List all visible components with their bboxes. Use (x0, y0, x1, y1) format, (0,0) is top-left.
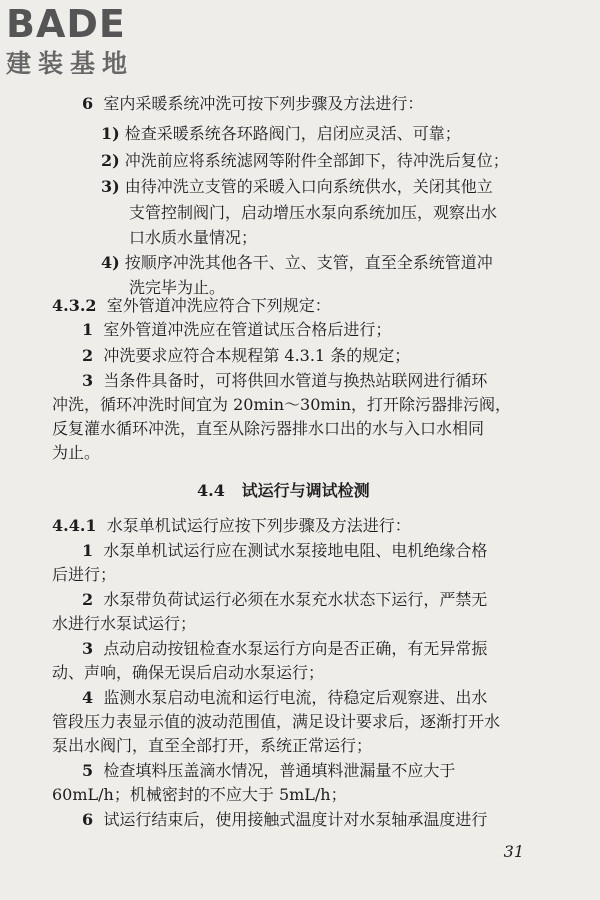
text-line (52, 395, 511, 415)
text-line (52, 736, 372, 756)
line-text: 冲洗，循环冲洗时间宜为 20min～30min，打开除污器排污阀， (52, 395, 511, 414)
text-line (101, 151, 509, 171)
text-line (82, 688, 487, 708)
text-line (129, 228, 257, 248)
clause-line (52, 296, 331, 316)
section-heading (197, 481, 370, 501)
item-number: 6 (82, 810, 94, 829)
text-line (82, 541, 487, 561)
line-text: 口水质水量情况； (129, 228, 258, 247)
text-line (52, 785, 347, 805)
item-number: 2) (101, 151, 120, 170)
logo-subtitle: 建装基地 (6, 49, 135, 78)
clause-number: 4.4.1 (52, 516, 97, 535)
item-number: 1) (101, 124, 120, 143)
line-text: 支管控制阀门，启动增压水泵向系统加压，观察出水 (129, 203, 498, 222)
line-text: 水泵带负荷试运行必须在水泵充水状态下运行，严禁无 (103, 590, 488, 609)
item-number: 4) (101, 253, 120, 272)
text-line (82, 94, 423, 114)
line-text: 室外管道冲洗应符合下列规定： (106, 296, 331, 315)
line-text: 由待冲洗立支管的采暖入口向系统供水，关闭其他立 (124, 177, 493, 196)
item-number: 3 (82, 371, 94, 390)
section-title: 试运行与调试检测 (241, 481, 370, 500)
clause-number: 4.3.2 (52, 296, 97, 315)
item-number: 6 (82, 94, 94, 113)
line-text: 泵出水阀门，直至全部打开，系统正常运行； (52, 736, 373, 755)
text-line (52, 443, 100, 463)
text-line (52, 614, 196, 634)
section-number: 4.4 (197, 481, 225, 500)
line-text: 当条件具备时，可将供回水管道与换热站联网进行循环 (103, 371, 488, 390)
logo-brand: BADE (6, 2, 126, 46)
line-text: 点动启动按钮检查水泵运行方向是否正确，有无异常振 (103, 639, 488, 658)
item-number: 5 (82, 761, 94, 780)
line-text: 水泵单机试运行应在测试水泵接地电阻、电机绝缘合格 (103, 541, 488, 560)
line-text: 按顺序冲洗其他各干、立、支管，直至全系统管道冲 (124, 253, 493, 272)
line-text: 室内采暖系统冲洗可按下列步骤及方法进行： (103, 94, 424, 113)
text-line (129, 203, 497, 223)
text-line (82, 761, 455, 781)
line-text: 监测水泵启动电流和运行电流，待稳定后观察进、出水 (103, 688, 488, 707)
text-line (82, 810, 487, 830)
text-line (52, 565, 116, 585)
text-line (82, 590, 487, 610)
line-text: 冲洗要求应符合本规程第 4.3.1 条的规定； (103, 346, 411, 365)
text-line (101, 124, 461, 144)
line-text: 后进行； (52, 565, 117, 584)
line-text: 室外管道冲洗应在管道试压合格后进行； (103, 320, 392, 339)
line-text: 检查填料压盖滴水情况，普通填料泄漏量不应大于 (103, 761, 456, 780)
item-number: 2 (82, 590, 94, 609)
text-line (52, 712, 500, 732)
line-text: 检查采暖系统各环路阀门，启闭应灵活、可靠； (124, 124, 461, 143)
item-number: 3) (101, 177, 120, 196)
line-text: 水泵单机试运行应按下列步骤及方法进行： (106, 516, 411, 535)
line-text: 动、声响，确保无误后启动水泵运行； (52, 663, 325, 682)
page-number: 31 (503, 842, 524, 861)
text-line (82, 639, 487, 659)
line-text: 水进行水泵试运行； (52, 614, 197, 633)
line-text: 反复灌水循环冲洗，直至从除污器排水口出的水与入口水相同 (52, 419, 485, 438)
text-line (101, 177, 493, 197)
line-text: 试运行结束后，使用接触式温度计对水泵轴承温度进行 (103, 810, 488, 829)
text-line (52, 419, 484, 439)
line-text: 洗完毕为止。 (129, 278, 226, 297)
item-number: 4 (82, 688, 94, 707)
line-text: 冲洗前应将系统滤网等附件全部卸下，待冲洗后复位； (124, 151, 509, 170)
line-text: 为止。 (52, 443, 101, 462)
clause-line (52, 516, 411, 536)
text-line (101, 253, 493, 273)
text-line (129, 278, 225, 298)
item-number: 3 (82, 639, 94, 658)
text-line (82, 346, 410, 366)
text-line (52, 663, 324, 683)
line-text: 管段压力表显示值的波动范围值，满足设计要求后，逐渐打开水 (52, 712, 501, 731)
item-number: 2 (82, 346, 94, 365)
item-number: 1 (82, 541, 94, 560)
text-line (82, 371, 487, 391)
text-line (82, 320, 391, 340)
item-number: 1 (82, 320, 94, 339)
line-text: 60mL/h；机械密封的不应大于 5mL/h； (52, 785, 347, 804)
